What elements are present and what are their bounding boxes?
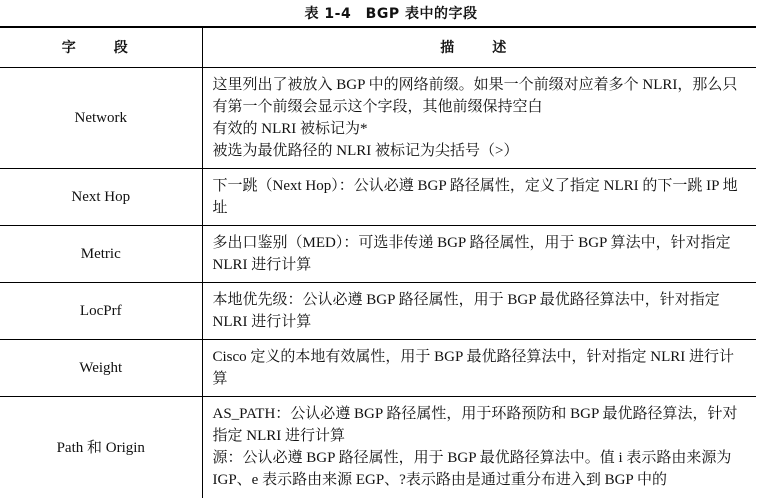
field-description [202, 226, 756, 283]
description-line: 源：公认必遵 BGP 路径属性，用于 BGP 最优路径算法中。值 i 表示路由来源为 IGP、e 表示路由来源 EGP、?表示路由是通过重分布进入到 BGP 中的 [213, 447, 749, 491]
field-description [202, 340, 756, 397]
description-line: 本地优先级：公认必遵 BGP 路径属性，用于 BGP 最优路径算法中，针对指定 NLRI 进行计算 [213, 289, 749, 333]
field-description [202, 397, 756, 498]
description-line: 下一跳（Next Hop）：公认必遵 BGP 路径属性，定义了指定 NLRI 的下一跳 IP 地址 [213, 175, 749, 219]
field-name: Weight [0, 340, 202, 397]
header-field: 字 段 [0, 27, 202, 68]
field-name: Path 和 Origin [0, 397, 202, 498]
table-row [0, 283, 756, 340]
field-name: LocPrf [0, 283, 202, 340]
field-description [202, 283, 756, 340]
field-name: Next Hop [0, 169, 202, 226]
header-description: 描 述 [202, 27, 756, 68]
description-line: 多出口鉴别（MED）：可选非传递 BGP 路径属性，用于 BGP 算法中，针对指定 NLRI 进行计算 [213, 232, 749, 276]
field-name: Network [0, 68, 202, 169]
description-line: Cisco 定义的本地有效属性，用于 BGP 最优路径算法中，针对指定 NLRI 进行计算 [213, 346, 749, 390]
description-line: 被选为最优路径的 NLRI 被标记为尖括号（>） [213, 140, 749, 162]
table-header-row [0, 27, 756, 68]
field-description [202, 68, 756, 169]
table-row [0, 226, 756, 283]
field-name: Metric [0, 226, 202, 283]
bgp-fields-table [0, 26, 756, 498]
table-row [0, 68, 756, 169]
description-line: 这里列出了被放入 BGP 中的网络前缀。如果一个前缀对应着多个 NLRI，那么只有第一个前缀会显示这个字段，其他前缀保持空白 [213, 74, 749, 118]
table-row [0, 169, 756, 226]
description-line: AS_PATH：公认必遵 BGP 路径属性，用于环路预防和 BGP 最优路径算法，针对指定 NLRI 进行计算 [213, 403, 749, 447]
field-description [202, 169, 756, 226]
table-caption: 表 1-4 BGP 表中的字段 [0, 3, 782, 23]
description-line: 有效的 NLRI 被标记为* [213, 118, 749, 140]
table-row [0, 340, 756, 397]
table-row [0, 397, 756, 498]
